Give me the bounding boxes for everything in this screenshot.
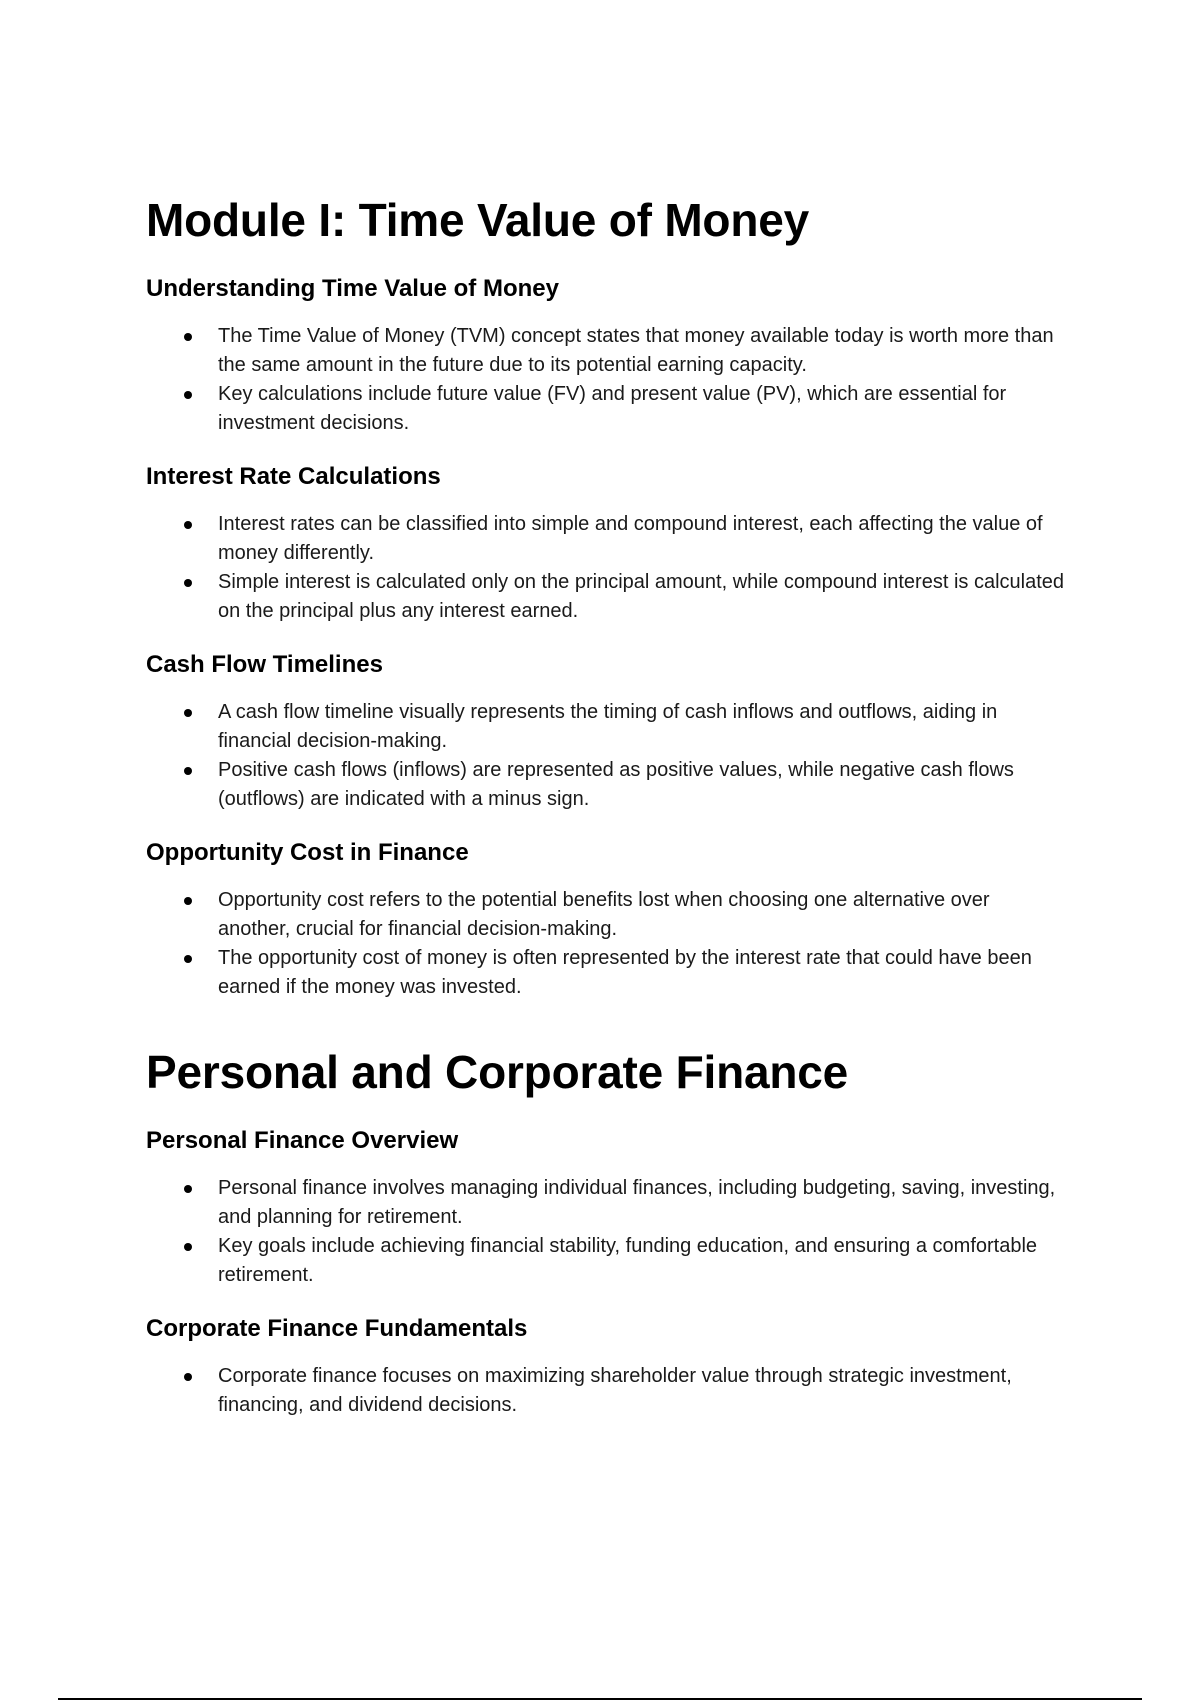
list-item	[146, 1362, 1066, 1420]
list-item-text: Opportunity cost refers to the potential benefits lost when choosing one alternative over another, crucial for financial decision-making.	[218, 889, 990, 940]
bullet-icon	[184, 391, 192, 399]
list-item-text: Key goals include achieving financial stability, funding education, and ensuring a comfortable retirement.	[218, 1235, 1038, 1286]
bullet-icon	[184, 521, 192, 529]
bullet-list	[146, 510, 1066, 626]
section-heading: Interest Rate Calculations	[146, 463, 441, 490]
module-title: Personal and Corporate Finance	[146, 1046, 849, 1098]
list-item-text: Key calculations include future value (FV) and present value (PV), which are essential for investment decisions.	[218, 383, 1007, 434]
list-item-text: Positive cash flows (inflows) are represented as positive values, while negative cash flows (outflows) are indicated with a minus sign.	[218, 759, 1014, 810]
bullet-list	[146, 698, 1066, 814]
list-item	[146, 698, 1066, 756]
list-item-text: A cash flow timeline visually represents the timing of cash inflows and outflows, aiding in financial decision-making.	[218, 701, 998, 752]
list-item	[146, 510, 1066, 568]
list-item	[146, 1174, 1066, 1232]
bullet-list	[146, 1362, 1066, 1420]
module-title: Module I: Time Value of Money	[146, 194, 809, 246]
list-item	[146, 944, 1066, 1002]
section-heading: Understanding Time Value of Money	[146, 275, 559, 302]
list-item-text: Interest rates can be classified into simple and compound interest, each affecting the value of money differently.	[218, 513, 1043, 564]
section-heading: Cash Flow Timelines	[146, 651, 383, 678]
list-item	[146, 1232, 1066, 1290]
bullet-list	[146, 1174, 1066, 1290]
section-heading: Opportunity Cost in Finance	[146, 839, 469, 866]
list-item	[146, 568, 1066, 626]
list-item	[146, 756, 1066, 814]
bullet-icon	[184, 897, 192, 905]
bullet-icon	[184, 579, 192, 587]
bullet-list	[146, 886, 1066, 1002]
list-item-text: Simple interest is calculated only on the principal amount, while compound interest is calculated on the principal plus any interest earned.	[218, 571, 1065, 622]
list-item	[146, 886, 1066, 944]
list-item-text: The Time Value of Money (TVM) concept states that money available today is worth more than the same amount in the future due to its potential earning capacity.	[218, 325, 1054, 376]
document-page	[146, 190, 1066, 1420]
list-item	[146, 380, 1066, 438]
list-item-text: The opportunity cost of money is often represented by the interest rate that could have been earned if the money was invested.	[218, 947, 1032, 998]
bullet-icon	[184, 333, 192, 341]
bullet-icon	[184, 1373, 192, 1381]
bullet-icon	[184, 1243, 192, 1251]
list-item	[146, 322, 1066, 380]
bullet-icon	[184, 955, 192, 963]
bullet-list	[146, 322, 1066, 438]
section-heading: Personal Finance Overview	[146, 1127, 459, 1154]
section-heading: Corporate Finance Fundamentals	[146, 1315, 528, 1342]
bullet-icon	[184, 1185, 192, 1193]
list-item-text: Corporate finance focuses on maximizing shareholder value through strategic investment, financing, and dividend decisions.	[218, 1365, 1012, 1416]
bullet-icon	[184, 709, 192, 717]
bullet-icon	[184, 767, 192, 775]
list-item-text: Personal finance involves managing individual finances, including budgeting, saving, investing, and planning for retirement.	[218, 1177, 1056, 1228]
